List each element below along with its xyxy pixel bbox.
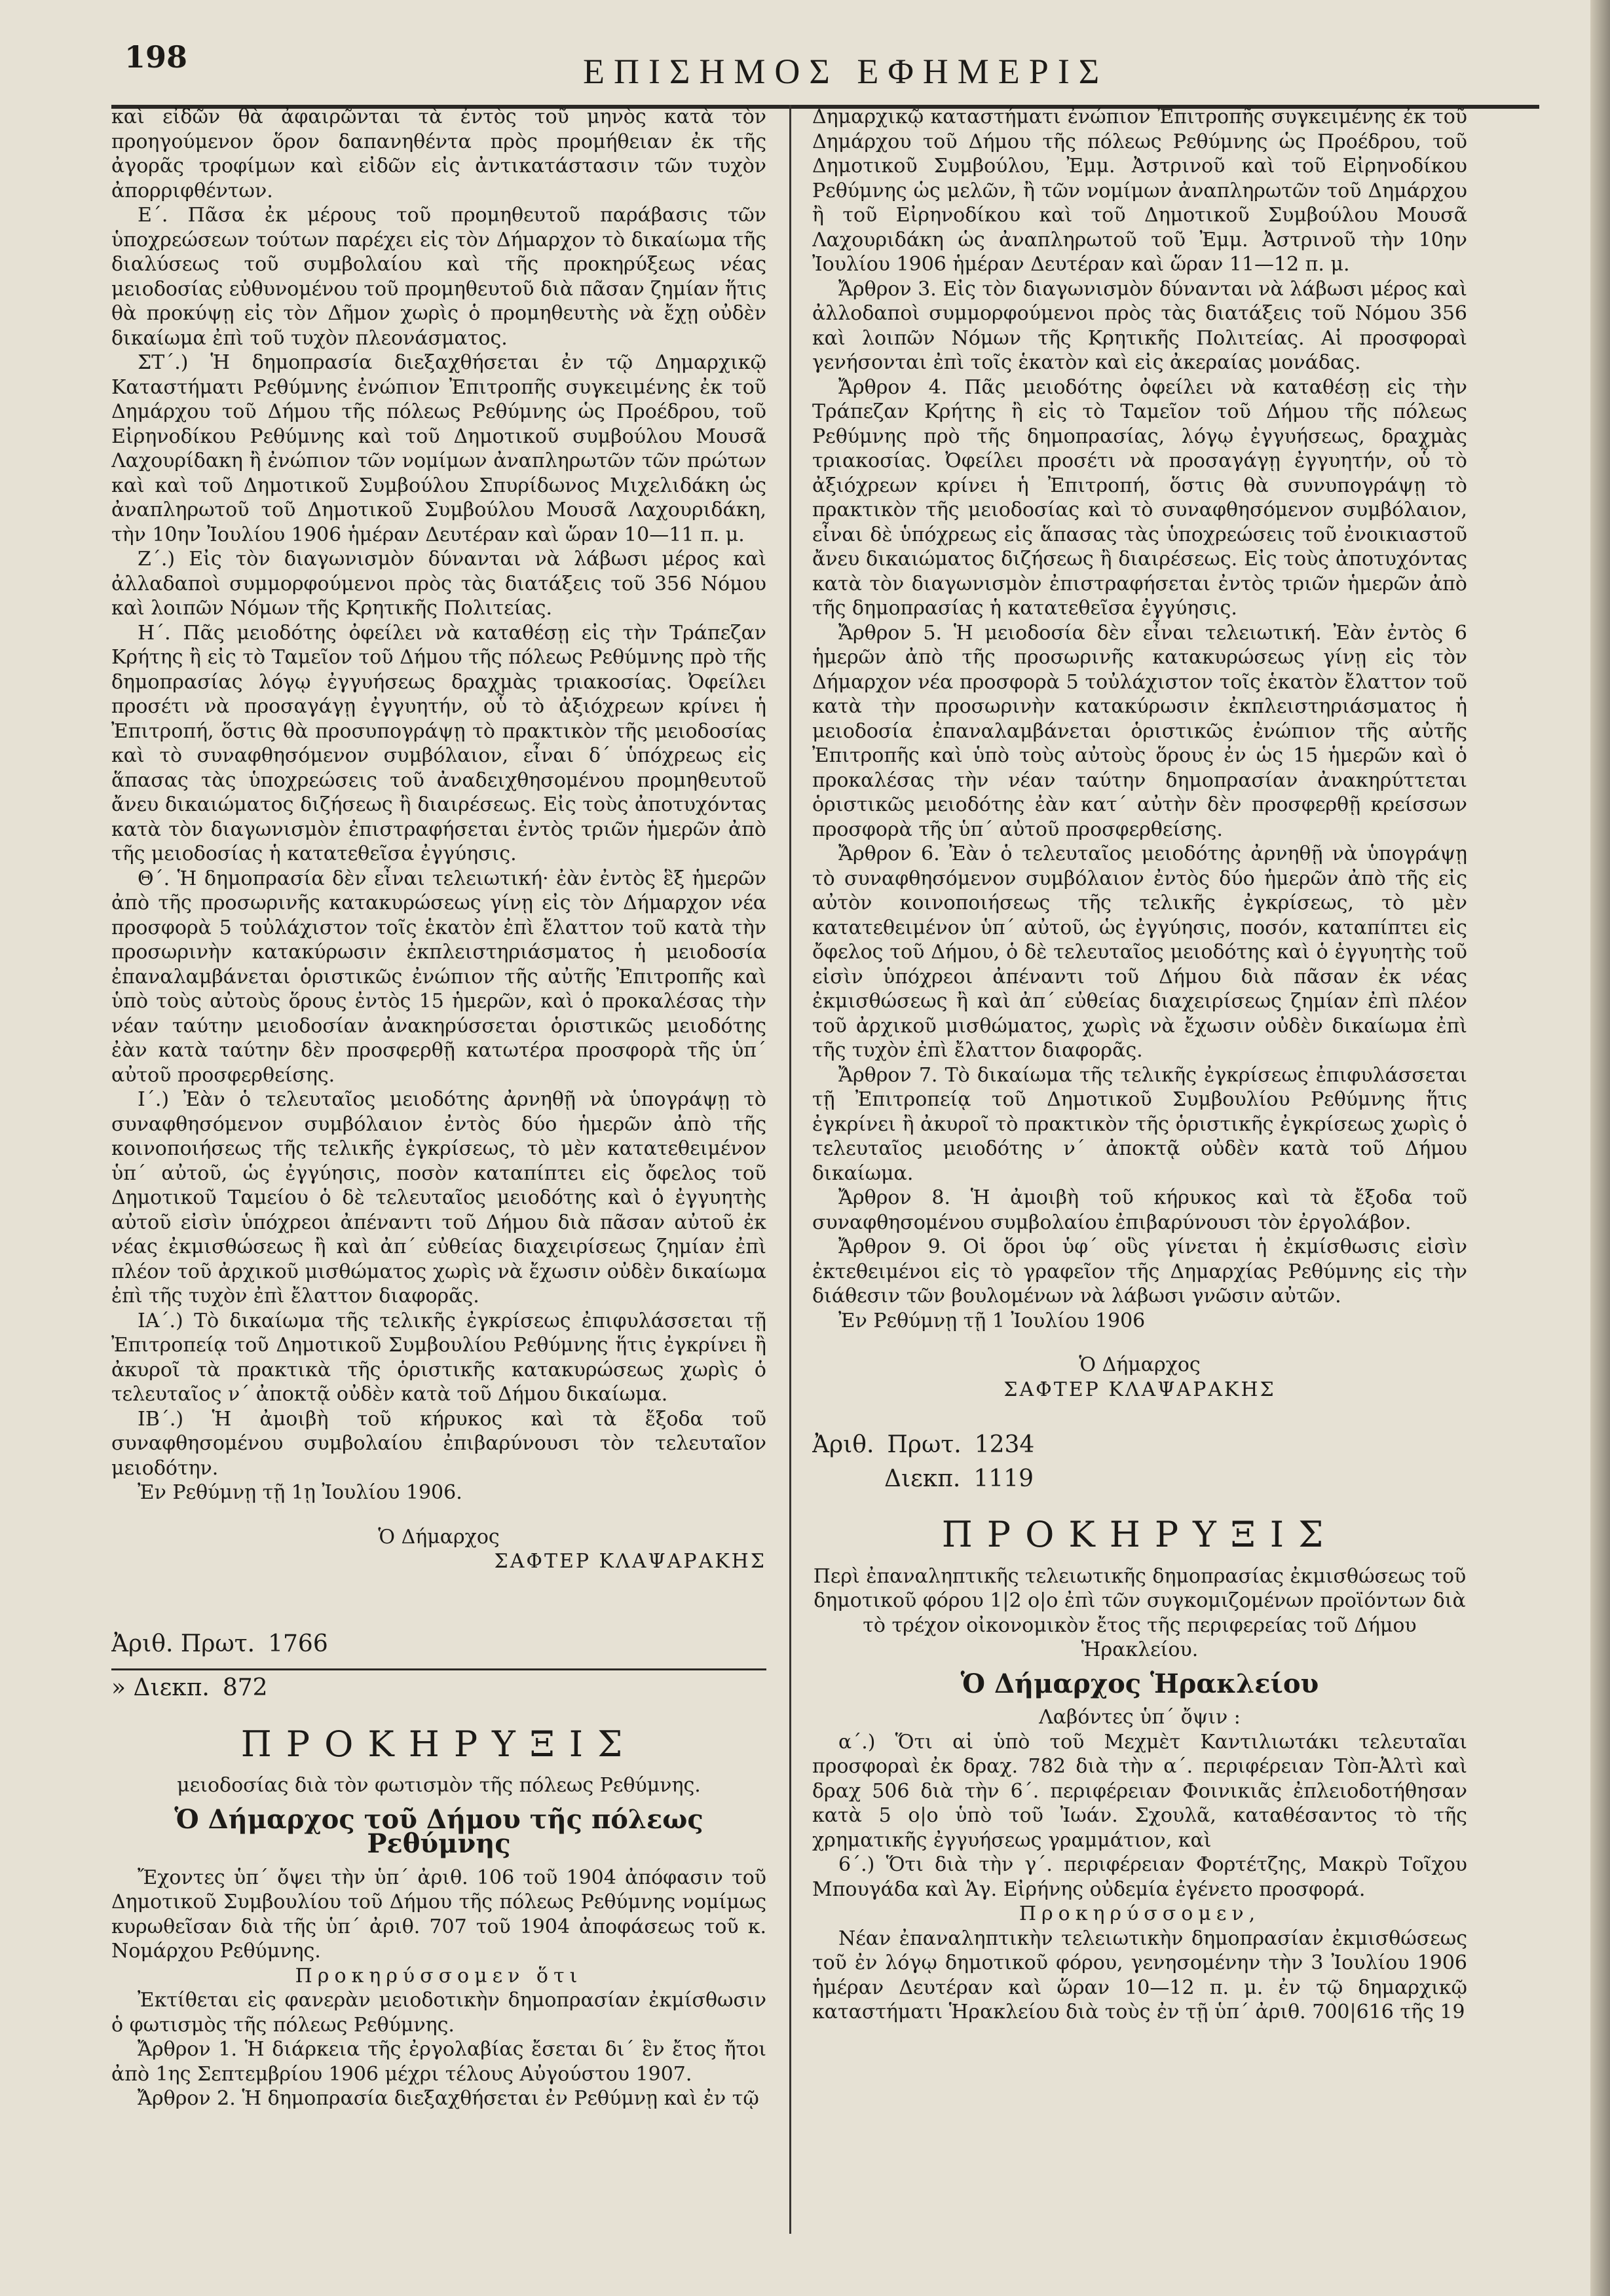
right-paragraph: Ἄρθρον 3. Εἰς τὸν διαγωνισμὸν δύνανται νὰ λάβωσι μέρος καὶ ἀλλοδαποὶ συμμορφούμενοι πρὸς τὰς διατάξεις τοῦ Νόμου 356 καὶ λοιπῶν Νόμων τῆς Κρητικῆς Πολιτείας. Αἱ προσφοραὶ γενήσονται ἐπὶ τοῖς ἑκατὸν καὶ εἰς ἀκεραίας μονάδας. [812, 277, 1467, 374]
ref-diekp-row [111, 1670, 766, 1706]
signer-title: Ὁ Δήμαρχος [378, 1525, 500, 1549]
proclaim-body: Ἐκτίθεται εἰς φανερὰν μειοδοτικὴν δημοπρασίαν ἐκμίσθωσιν ὁ φωτισμὸς τῆς πόλεως Ρεθύμνης. [111, 1989, 766, 2037]
signer-name: ΣΑΦΤΕΡ ΚΛΑΨΑΡΑΚΗΣ [494, 1550, 766, 1573]
proclaim-line: Προκηρύσσομεν ὅτι [295, 1964, 583, 1987]
article-2: Ἄρθρον 2. Ἡ δημοπρασία διεξαχθήσεται ἐν Ρεθύμνῃ καὶ ἐν τῷ [138, 2087, 759, 2110]
left-paragraph: Ε΄. Πᾶσα ἐκ μέρους τοῦ προμηθευτοῦ παράβασις τῶν ὑποχρεώσεων τούτων παρέχει εἰς τὸν Δήμαρχον τὸ δικαίωμα τῆς διαλύσεως τοῦ συμβολαίου καὶ τῆς προκηρύξεως νέας μειοδοσίας εὐθυνομένου τοῦ προμηθευτοῦ διὰ πᾶσαν ζημίαν ἥτις θὰ προκύψῃ εἰς τὸν Δῆμον χωρὶς ὁ προμηθευτὴς νὰ ἔχῃ οὐδὲν δικαίωμα ἐπὶ τοῦ τυχὸν πλεονάσματος. [111, 204, 766, 350]
proclamation-heading: ΠΡΟΚΗΡΥΞΙΣ [240, 1723, 637, 1765]
ref-prot-label: Ἀριθ. Πρωτ. [111, 1630, 255, 1657]
right-paragraph: Ἄρθρον 6. Ἐὰν ὁ τελευταῖος μειοδότης ἀρνηθῇ νὰ ὑπογράψῃ τὸ συναφθησόμενον συμβόλαιον ἐντὸς δύο ἡμερῶν ἀπὸ τῆς εἰς αὐτὸν κοινοποιήσεως τῆς τελικῆς ἐγκρίσεως, τὸ μὲν κατατεθειμένον ὑπ΄ αὐτοῦ, ὡς ἐγγύησις, ποσόν, καταπίπτει εἰς ὄφελος τοῦ Δήμου, ὁ δὲ τελευταῖος μειοδότης καὶ ὁ ἐγγυητὴς τοῦ εἰσὶν ὑπόχρεοι ἀπέναντι τοῦ Δήμου διὰ πᾶσαν ἐκ νέας ἐκμισθώσεως ἢ καὶ ἀπ΄ εὐθείας διαχειρίσεως ζημίαν ἐπὶ πλέον τοῦ ἀρχικοῦ μισθώματος, χωρὶς νὰ ἔχωσιν οὐδὲν δικαίωμα ἐπὶ τῆς τυχὸν ἐπὶ ἔλαττον διαφορᾶς. [812, 842, 1467, 1062]
gazette-title: ΕΠΙΣΗΜΟΣ ΕΦΗΜΕΡΙΣ [583, 52, 1109, 91]
right-column [812, 105, 1467, 2253]
proclamation-heading: ΠΡΟΚΗΡΥΞΙΣ [941, 1514, 1338, 1555]
date-line: Ἐν Ρεθύμνῃ τῇ 1 Ἰουλίου 1906 [838, 1309, 1146, 1332]
left-paragraph: Η΄. Πᾶς μειοδότης ὀφείλει νὰ καταθέσῃ εἰς τὴν Τράπεζαν Κρήτης ἢ εἰς τὸ Ταμεῖον τοῦ Δήμου τῆς πόλεως Ρεθύμνης πρὸ τῆς δημοπρασίας λόγῳ ἐγγυήσεως δραχμὰς τριακοσίας. Ὀφείλει προσέτι νὰ προσαγάγῃ ἐγγυητήν, οὗ τὸ ἀξιόχρεων κρίνει ἡ Ἐπιτροπή, ὅστις θὰ προσυπογράψῃ τὸ πρακτικὸν τῆς μειοδοσίας καὶ τὸ συναφθησόμενον συμβόλαιον, εἶναι δ΄ ὑπόχρεως εἰς ἅπασας τὰς ὑποχρεώσεις τοῦ ἀναδειχθησομένου προμηθευτοῦ ἄνευ δικαιώματος διζήσεως ἢ διαιρέσεως. Εἰς τοὺς ἀποτυχόντας κατὰ τὸν διαγωνισμὸν ἐπιστραφήσεται ἐντὸς τριῶν ἡμερῶν ἀπὸ τῆς μειοδοσίας ἡ κατατεθεῖσα ἐγγύησις. [111, 621, 766, 865]
signer-name: ΣΑΦΤΕΡ ΚΛΑΨΑΡΑΚΗΣ [1003, 1378, 1276, 1401]
left-paragraph: ΙΑ΄.) Τὸ δικαίωμα τῆς τελικῆς ἐγκρίσεως ἐπιφυλάσσεται τῇ Ἐπιτροπείᾳ τοῦ Δημοτικοῦ Συμβουλίου Ρεθύμνης ἥτις ἐγκρίνει ἢ ἀκυροῖ τὰ πρακτικὰ τῆς ὁριστικῆς κατακυρώσεως χωρὶς ὁ τελευταῖος ν΄ ἀποκτᾷ οὐδὲν κατὰ τοῦ Δήμου δικαίωμα. [111, 1309, 766, 1406]
left-column [111, 105, 766, 2253]
left-paragraph: Θ΄. Ἡ δημοπρασία δὲν εἶναι τελειωτική· ἐὰν ἐντὸς ἓξ ἡμερῶν ἀπὸ τῆς προσωρινῆς κατακυρώσεως γίνῃ εἰς τὸν Δήμαρχον νέα προσφορὰ 5 τοὐλάχιστον τοῖς ἑκατὸν ἐπὶ ἔλαττον τοῦ κατὰ τὴν προσωρινὴν κατακύρωσιν ἐκπλειστηριάσματος ἡ μειοδοσία ἐπαναλαμβάνεται ὁριστικῶς ἐνώπιον τῆς αὐτῆς Ἐπιτροπῆς καὶ ὑπὸ τοὺς αὐτοὺς ὅρους ἐντὸς 15 ἡμερῶν, καὶ ὁ προκαλέσας τὴν νέαν ταύτην μειοδοσίαν ἀνακηρύσσεται ὁριστικῶς μειοδότης ἐὰν κατὰ ταύτην δὲν προσφερθῇ κατωτέρα προσφορὰ τῆς ὑπ΄ αὐτοῦ προσφερθείσης. [111, 867, 766, 1087]
right-paragraph: Ἄρθρον 9. Οἱ ὅροι ὑφ΄ οὓς γίνεται ἡ ἐκμίσθωσις εἰσὶν ἐκτεθειμένοι εἰς τὸ γραφεῖον τῆς Δημαρχίας Ρεθύμνης εἰς τὴν διάθεσιν τῶν βουλομένων νὰ λάβωσι γνῶσιν αὐτῶν. [812, 1235, 1467, 1308]
scan-edge [1590, 0, 1610, 2296]
ref-diekp-value: 1119 [973, 1465, 1034, 1492]
page-number: 198 [124, 39, 188, 75]
right-paragraph: Ἄρθρον 8. Ἡ ἀμοιβὴ τοῦ κήρυκος καὶ τὰ ἔξοδα τοῦ συναφθησομένου συμβολαίου ἐπιβαρύνουσι τὸν ἐργολάβον. [812, 1186, 1467, 1234]
proclamation-subheading: Περὶ ἐπαναληπτικῆς τελειωτικῆς δημοπρασίας ἐκμισθώσεως τοῦ δημοτικοῦ φόρου 1|2 ο|ο ἐπὶ τῶν συγκομιζομένων προϊόντων διὰ τὸ τρέχον οἰκονομικὸν ἔτος τῆς περιφερείας τοῦ Δήμου Ἡρακλείου. [813, 1564, 1467, 1661]
ref-prefix: Ἀριθ. [812, 1431, 874, 1458]
left-paragraph: Ζ΄.) Εἰς τὸν διαγωνισμὸν δύνανται νὰ λάβωσι μέρος καὶ ἀλλαδαποὶ συμμορφούμενοι πρὸς τὰς διατάξεις τοῦ 356 Νόμου καὶ λοιπῶν Νόμων τῆς Κρητικῆς Πολιτείας. [111, 548, 766, 620]
page-header [98, 26, 1539, 105]
mayor-heading: Ὁ Δήμαρχος τοῦ Δήμου τῆς πόλεως Ρεθύμνης [174, 1803, 703, 1859]
right-paragraph: Ἄρθρον 5. Ἡ μειοδοσία δὲν εἶναι τελειωτική. Ἐὰν ἐντὸς 6 ἡμερῶν ἀπὸ τῆς προσωρινῆς κατακυρώσεως γίνῃ εἰς τὸν Δήμαρχον νέα προσφορὰ 5 τοὐλάχιστον τοῖς ἑκατὸν ἔλαττον τοῦ κατὰ τὴν προσωρινὴν κατακύρωσιν ἐκπλειστηριάσματος ἡ μειοδοσία ἐπαναλαμβάνεται ὁριστικῶς ἐνώπιον τῆς αὐτῆς Ἐπιτροπῆς καὶ ὑπὸ τοὺς αὐτοὺς ὅρους ἐν ὡς 15 ἡμερῶν καὶ ὁ προκαλέσας τὴν νέαν ταύτην δημοπρασίαν ἀνακηρύττεται ὁριστικῶς μειοδότης ἐὰν κατ΄ αὐτὴν δὲν προσφερθῇ κρείσσων προσφορὰ τῆς ὑπ΄ αὐτοῦ προσφερθείσης. [812, 621, 1467, 841]
mayor-heading: Ὁ Δήμαρχος Ἡρακλείου [960, 1668, 1319, 1699]
date-line: Ἐν Ρεθύμνῃ τῇ 1ῃ Ἰουλίου 1906. [138, 1481, 462, 1504]
ref-prot-value: 1234 [974, 1431, 1035, 1458]
left-paragraph: ΣΤ΄.) Ἡ δημοπρασία διεξαχθήσεται ἐν τῷ Δημαρχικῷ Καταστήματι Ρεθύμνης ἐνώπιον Ἐπιτροπῆς συγκειμένης ἐκ τοῦ Δημάρχου τοῦ Δήμου τῆς πόλεως Ρεθύμνης ὡς Προέδρου, τοῦ Εἰρηνοδίκου Ρεθύμνης καὶ τοῦ Δημοτικοῦ συμβούλου Μουσᾶ Λαχουρίδακη ἢ ἐνώπιον τῶν νομίμων ἀναπληρωτῶν τῶν πρώτων καὶ καὶ τοῦ Δημοτικοῦ Συμβούλου Σπυρίδωνος Μιχελιδάκη ὡς ἀναπληρωτοῦ τοῦ Δημοτικοῦ Συμβούλου Μουσᾶ Λαχουριδάκη, τὴν 10ην Ἰουλίου 1906 ἡμέραν Δευτέραν καὶ ὥραν 10—11 π. μ. [111, 351, 766, 546]
signer-title: Ὁ Δήμαρχος [1079, 1353, 1201, 1376]
ref-prot-row [812, 1428, 1467, 1462]
proclamation-subheading: μειοδοσίας διὰ τὸν φωτισμὸν τῆς πόλεως Ρεθύμνης. [177, 1774, 701, 1797]
proclaim-line: Προκηρύσσομεν, [1019, 1902, 1261, 1925]
right-paragraph: Ἄρθρον 4. Πᾶς μειοδότης ὀφείλει νὰ καταθέσῃ εἰς τὴν Τράπεζαν Κρήτης ἢ εἰς τὸ Ταμεῖον τοῦ Δήμου τῆς πόλεως Ρεθύμνης πρὸ τῆς δημοπρασίας, λόγῳ ἐγγυήσεως, δραχμὰς τριακοσίας. Ὀφείλει προσέτι νὰ προσαγάγῃ ἐγγυητήν, οὗ τὸ ἀξιόχρεων κρίνει ἡ Ἐπιτροπή, ὅστις θὰ συνυπογράψῃ τὸ πρακτικὸν τῆς μειοδοσίας καὶ τὸ συναφθησόμενον συμβόλαιον, εἶναι δὲ ὑπόχρεως εἰς ἅπασας τὰς ὑποχρεώσεις τοῦ ἐνοικιαστοῦ ἄνευ δικαιώματος διζήσεως ἢ διαιρέσεως. Εἰς τοὺς ἀποτυχόντας κατὰ τὸν διαγωνισμὸν ἐπιστραφήσεται ἐντὸς τριῶν ἡμερῶν ἀπὸ τῆς δημοπρασίας ἡ κατατεθεῖσα ἐγγύησις. [812, 375, 1467, 620]
ref-diekp-label: » Διεκπ. [111, 1674, 210, 1701]
point-a: α΄.) Ὅτι αἱ ὑπὸ τοῦ Μεχμὲτ Καντιλιωτάκι τελευταῖαι προσφοραὶ ἐκ δραχ. 782 διὰ τὴν α΄. περιφέρειαν Τὸπ-Ἀλτὶ καὶ δραχ 506 διὰ τὴν 6΄. περιφέρειαν Φοινικιᾶς ἐπλειοδοτήθησαν κατὰ 5 ο|ο ὑπὸ τοῦ Ἰωάν. Σχουλᾶ, καταθέσαντος τὸ τῆς χρηματικῆς ἐγγυήσεως γραμμάτιον, καὶ [812, 1730, 1467, 1852]
left-paragraph: Ι΄.) Ἐὰν ὁ τελευταῖος μειοδότης ἀρνηθῇ νὰ ὑπογράψῃ τὸ συναφθησόμενον συμβόλαιον ἐντὸς δύο ἡμερῶν ἀπὸ τῆς κοινοποιήσεως τῆς τελικῆς ἐγκρίσεως, τὸ μὲν κατατεθειμένον ὑπ΄ αὐτοῦ, ὡς ἐγγύησις, ποσὸν καταπίπτει εἰς ὄφελος τοῦ Δημοτικοῦ Ταμείου ὁ δὲ τελευταῖος μειοδότης καὶ ὁ ἐγγυητὴς αὐτοῦ εἰσὶν ὑπόχρεοι ἀπέναντι τοῦ Δήμου διὰ πᾶσαν αὐτοῦ ἐκ νέας ἐκμισθώσεως ἢ καὶ ἀπ΄ εὐθείας διαχειρίσεως ζημίαν ἐπὶ πλέον τοῦ ἀρχικοῦ μισθώματος χωρὶς νὰ ἔχωσιν οὐδὲν δικαίωμα ἐπὶ τῆς τυχὸν ἐπὶ ἔλαττον διαφορᾶς. [111, 1088, 766, 1308]
ref-prot-value: 1766 [268, 1630, 328, 1657]
ref-diekp-value: 872 [222, 1674, 268, 1701]
right-paragraph: Δημαρχικῷ καταστήματι ἐνώπιον Ἐπιτροπῆς συγκειμένης ἐκ τοῦ Δημάρχου τοῦ Δήμου τῆς πόλεως Ρεθύμνης ὡς Προέδρου, τοῦ Δημοτικοῦ Συμβούλου, Ἐμμ. Ἀστρινοῦ καὶ τοῦ Εἰρηνοδίκου Ρεθύμνης ὡς μελῶν, ἢ τῶν νομίμων ἀναπληρωτῶν τοῦ Δημάρχου ἢ τοῦ Εἰρηνοδίκου καὶ τοῦ Δημοτικοῦ Συμβούλου Μουσᾶ Λαχουριδάκη ὡς ἀναπληρωτοῦ τοῦ Ἐμμ. Ἀστρινοῦ τὴν 10ην Ἰουλίου 1906 ἡμέραν Δευτέραν καὶ ὥραν 11—12 π. μ. [812, 105, 1467, 276]
reference-numbers [111, 1627, 766, 1706]
ref-diekp-label: Διεκπ. [884, 1465, 961, 1492]
final-paragraph: Νέαν ἐπαναληπτικὴν τελειωτικὴν δημοπρασίαν ἐκμισθώσεως τοῦ ἐν λόγῳ δημοτικοῦ φόρου, γενησομένην τὴν 3 Ἰουλίου 1906 ἡμέραν Δευτέραν καὶ ὥραν 10—12 π. μ. ἐν τῷ δημαρχικῷ καταστήματι Ἡρακλείου διὰ τοὺς ἐν τῇ ὑπ΄ ἀριθ. 700|616 τῆς 19 [812, 1927, 1467, 2023]
considering-line: Λαβόντες ὑπ΄ ὄψιν : [1039, 1706, 1241, 1729]
left-paragraph: καὶ εἰδῶν θὰ ἀφαιρῶνται τὰ ἐντὸς τοῦ μηνὸς κατὰ τὸν προηγούμενον ὅρον δαπανηθέντα πρὸς προμήθειαν ἐκ τῆς ἀγορᾶς τροφίμων καὶ εἰδῶν εἰς ἀντικατάστασιν τῶν τυχὸν ἀπορριφθέντων. [111, 105, 766, 202]
point-b: 6΄.) Ὅτι διὰ τὴν γ΄. περιφέρειαν Φορτέτζης, Μακρὺ Τοῖχου Μπουγάδα καὶ Ἁγ. Εἰρήνης οὐδεμία ἐγένετο προσφορά. [812, 1853, 1467, 1901]
ref-prot-row [111, 1627, 766, 1670]
article-1: Ἄρθρον 1. Ἡ διάρκεια τῆς ἐργολαβίας ἔσεται δι΄ ἓν ἔτος ἤτοι ἀπὸ 1ης Σεπτεμβρίου 1906 μέχρι τέλους Αὐγούστου 1907. [111, 2038, 766, 2086]
body-intro: Ἔχοντες ὑπ΄ ὄψει τὴν ὑπ΄ ἀριθ. 106 τοῦ 1904 ἀπόφασιν τοῦ Δημοτικοῦ Συμβουλίου τοῦ Δήμου τῆς πόλεως Ρεθύμνης νομίμως κυρωθεῖσαν διὰ τῆς ὑπ΄ ἀριθ. 707 τοῦ 1904 ἀποφάσεως τοῦ κ. Νομάρχου Ρεθύμνης. [111, 1866, 766, 1963]
right-paragraph: Ἄρθρον 7. Τὸ δικαίωμα τῆς τελικῆς ἐγκρίσεως ἐπιφυλάσσεται τῇ Ἐπιτροπείᾳ τοῦ Δημοτικοῦ Συμβουλίου Ρεθύμνης ἥτις ἐγκρίνει ἢ ἀκυροῖ τὸ πρακτικὸν τῆς ὁριστικῆς ἐγκρίσεως χωρὶς ὁ τελευταῖος μειοδότης ν΄ ἀποκτᾷ οὐδὲν κατὰ τοῦ Δήμου δικαίωμα. [812, 1063, 1467, 1185]
column-divider [789, 105, 791, 2234]
left-paragraph: ΙΒ΄.) Ἡ ἀμοιβὴ τοῦ κήρυκος καὶ τὰ ἔξοδα τοῦ συναφθησομένου συμβολαίου ἐπιβαρύνουσι τὸν τελευταῖον μειοδότην. [111, 1407, 766, 1480]
ref-diekp-row [812, 1462, 1467, 1496]
reference-numbers [812, 1428, 1467, 1496]
ref-prot-label: Πρωτ. [887, 1431, 962, 1458]
